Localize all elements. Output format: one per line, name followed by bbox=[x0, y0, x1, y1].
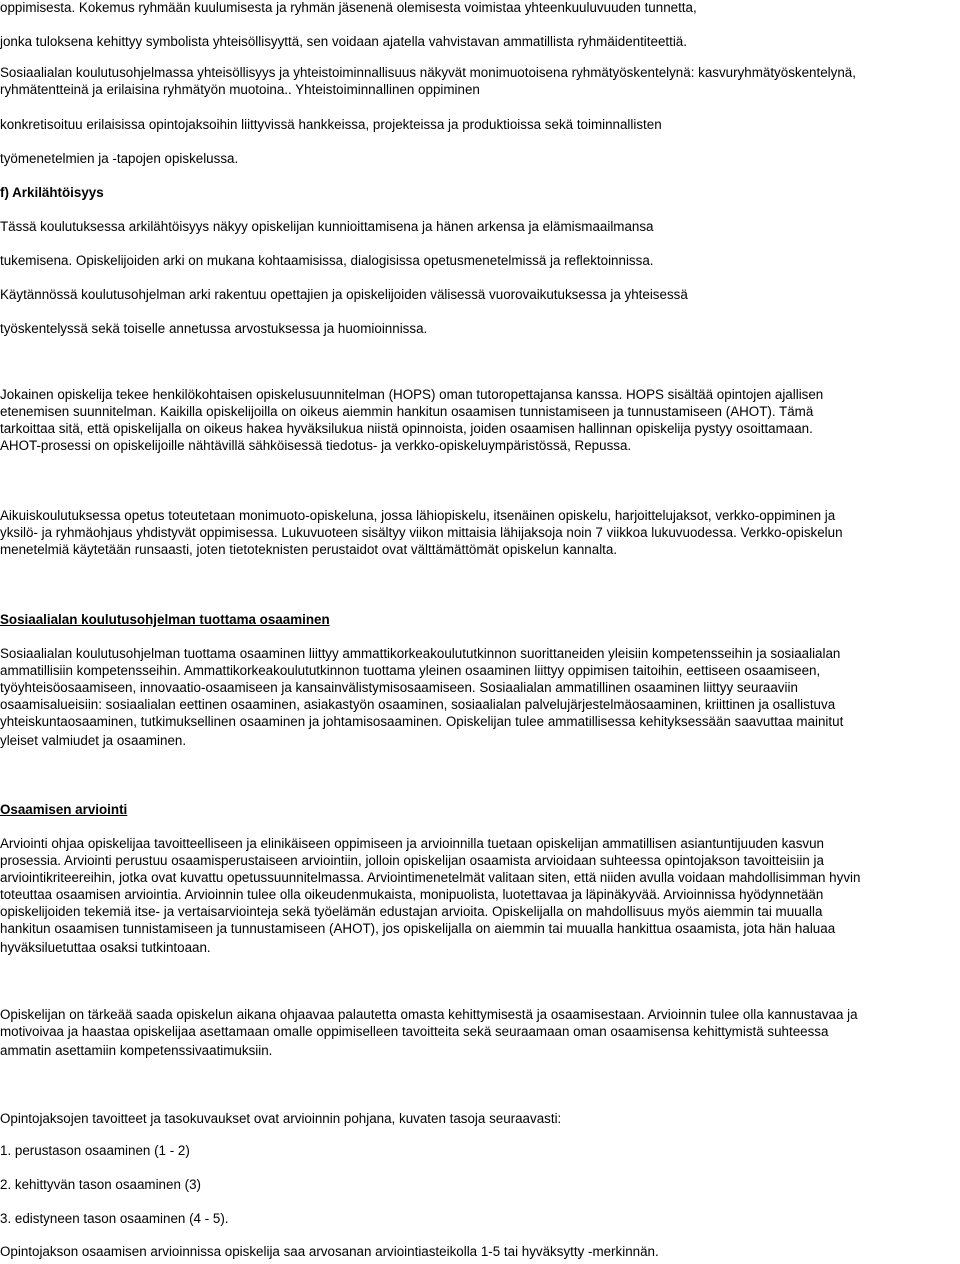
list-item: 1. perustason osaaminen (1 - 2) bbox=[0, 1143, 190, 1158]
paragraph-line: Tässä koulutuksessa arkilähtöisyys näkyy opiskelijan kunnioittamisena ja hänen arkensa ja elämismaailmansa bbox=[0, 219, 654, 234]
paragraph-line: hyväksiluetuttaa osaksi tutkintoaan. bbox=[0, 940, 211, 955]
list-item: 2. kehittyvän tason osaaminen (3) bbox=[0, 1177, 201, 1192]
paragraph-line: Opintojaksojen tavoitteet ja tasokuvaukset ovat arvioinnin pohjana, kuvaten tasoja seuraavasti: bbox=[0, 1111, 562, 1126]
section-heading: f) Arkilähtöisyys bbox=[0, 185, 104, 200]
paragraph-line: työskentelyssä sekä toiselle annetussa arvostuksessa ja huomioinnissa. bbox=[0, 321, 428, 336]
list-item: 3. edistyneen tason osaaminen (4 - 5). bbox=[0, 1211, 229, 1226]
paragraph-line: etenemisen suunnitelman. Kaikilla opiskelijoilla on oikeus aiemmin hankitun osaamisen tunnistamiseen ja tunnustamiseen (AHOT). Tämä bbox=[0, 404, 814, 419]
paragraph-line: Arviointi ohjaa opiskelijaa tavoitteelliseen ja elinikäiseen oppimiseen ja arvioinnilla tuetaan opiskelijan ammatillisen asiantuntijuuden kasvun bbox=[0, 836, 825, 851]
paragraph-line: motivoivaa ja haastaa opiskelijaa asettamaan omalle oppimiselleen tavoitteita sekä seuraamaan oman osaamisensa kehittymistä suhteessa bbox=[0, 1024, 829, 1039]
paragraph-line: yleiset valmiudet ja osaaminen. bbox=[0, 733, 187, 748]
section-heading: Sosiaalialan koulutusohjelman tuottama osaaminen bbox=[0, 612, 330, 627]
paragraph-line: tarkoittaa sitä, että opiskelijalla on oikeus hakea hyväksilukua niistä opinnoista, joiden osaamisen hallinnan opiskelija pystyy osoittamaan. bbox=[0, 421, 813, 436]
paragraph-line: ammatillisiin kompetensseihin. Ammattikorkeakoulututkinnon tuottama yleinen osaaminen liittyy oppimisen taitoihin, eettiseen osaamiseen, bbox=[0, 663, 821, 678]
paragraph-line: arviointikriteereihin, jotka ovat kuvattu opetussuunnitelmassa. Arviointimenetelmät valitaan siten, että niiden avulla voidaan mahdollisimman hyvin bbox=[0, 870, 861, 885]
paragraph-line: tukemisena. Opiskelijoiden arki on mukana kohtaamisissa, dialogisissa opetusmenetelmissä ja reflektoinnissa. bbox=[0, 253, 654, 268]
paragraph-line: konkretisoituu erilaisissa opintojaksoihin liittyvissä hankkeissa, projekteissa ja produktioissa sekä toiminnallisten bbox=[0, 117, 662, 132]
paragraph-line: hankitun osaamisen tunnistamiseen ja tunnustamiseen (AHOT), jos opiskelijalla on aiemmin tai muualla hankittua osaamista, jota hän haluaa bbox=[0, 921, 836, 936]
paragraph-line: AHOT-prosessi on opiskelijoille nähtävillä sähköisessä tiedotus- ja verkko-opiskeluympäristössä, Repussa. bbox=[0, 438, 632, 453]
paragraph-line: menetelmiä käytetään runsaasti, joten tietoteknisten perustaidot ovat välttämättömät opiskelun kannalta. bbox=[0, 542, 618, 557]
paragraph-line: Jokainen opiskelija tekee henkilökohtaisen opiskelusuunnitelman (HOPS) oman tutoropettajansa kanssa. HOPS sisältää opintojen ajallisen bbox=[0, 387, 824, 402]
paragraph-line: oppimisesta. Kokemus ryhmään kuulumisesta ja ryhmän jäsenenä olemisesta voimistaa yhteenkuuluvuuden tunnetta, bbox=[0, 0, 697, 15]
paragraph-line: prosessia. Arviointi perustuu osaamisperustaiseen arviointiin, jolloin opiskelijan osaamista arvioidaan suhteessa opintojakson tavoitteisiin ja bbox=[0, 853, 824, 868]
paragraph-line: Aikuiskoulutuksessa opetus toteutetaan monimuoto-opiskeluna, jossa lähiopiskelu, itsenäinen opiskelu, harjoittelujaksot, verkko-oppiminen ja bbox=[0, 508, 836, 523]
paragraph-line: jonka tuloksena kehittyy symbolista yhteisöllisyyttä, sen voidaan ajatella vahvistavan ammatillista ryhmäidentiteettiä. bbox=[0, 34, 687, 49]
section-heading: Osaamisen arviointi bbox=[0, 802, 128, 817]
paragraph-line: työyhteisöosaamiseen, innovaatio-osaamiseen ja kansainvälistymisosaamiseen. Sosiaalialan ammatillinen osaaminen liittyy seuraaviin bbox=[0, 680, 798, 695]
paragraph-line: yksilö- ja ryhmäohjaus yhdistyvät oppimisessa. Lukuvuoteen sisältyy viikon mittaisia lähijaksoja noin 7 viikkoa lukuvuodessa. Verkko-opiskelun bbox=[0, 525, 843, 540]
paragraph-line: ammatin asettamiin kompetenssivaatimuksiin. bbox=[0, 1043, 273, 1058]
paragraph-line: Sosiaalialan koulutusohjelman tuottama osaaminen liittyy ammattikorkeakoulututkinnon suorittaneiden yleisiin kompetensseihin ja sosiaalialan bbox=[0, 646, 841, 661]
paragraph-line: yhteiskuntaosaaminen, tutkimuksellinen osaaminen ja johtamisosaaminen. Opiskelijan tulee ammatillisessa kehityksessään saavuttaa mainitut bbox=[0, 714, 844, 729]
paragraph-line: toteuttaa osaamisen arviointia. Arvioinnin tulee olla oikeudenmukaista, monipuolista, luotettavaa ja läpinäkyvää. Arvioinnissa hyödynnetään bbox=[0, 887, 824, 902]
paragraph-line: osaamisalueisiin: sosiaalialan eettinen osaaminen, asiakastyön osaaminen, sosiaalialan palvelujärjestelmäosaaminen, kriittinen ja osallistuva bbox=[0, 697, 836, 712]
paragraph-line: ryhmätentteinä ja erilaisina ryhmätyön muotoina.. Yhteistoiminnallinen oppiminen bbox=[0, 82, 480, 97]
paragraph-line: opiskelijoiden tekemiä itse- ja vertaisarviointeja sekä työelämän edustajan arvioita. Opiskelijalla on mahdollisuus myös aiemmin tai muualla bbox=[0, 904, 823, 919]
paragraph-line: Sosiaalialan koulutusohjelmassa yhteisöllisyys ja yhteistoiminnallisuus näkyvät monimuotoisena ryhmätyöskentelynä: kasvuryhmätyöskentelynä, bbox=[0, 65, 856, 80]
paragraph-line: työmenetelmien ja -tapojen opiskelussa. bbox=[0, 151, 239, 166]
paragraph-line: Käytännössä koulutusohjelman arki rakentuu opettajien ja opiskelijoiden välisessä vuorovaikutuksessa ja yhteisessä bbox=[0, 287, 688, 302]
paragraph-line: Opiskelijan on tärkeää saada opiskelun aikana ohjaavaa palautetta omasta kehittymisestä ja osaamisestaan. Arvioinnin tulee olla kannustavaa ja bbox=[0, 1007, 858, 1022]
paragraph-line: Opintojakson osaamisen arvioinnissa opiskelija saa arvosanan arviointiasteikolla 1-5 tai hyväksytty -merkinnän. bbox=[0, 1244, 659, 1259]
